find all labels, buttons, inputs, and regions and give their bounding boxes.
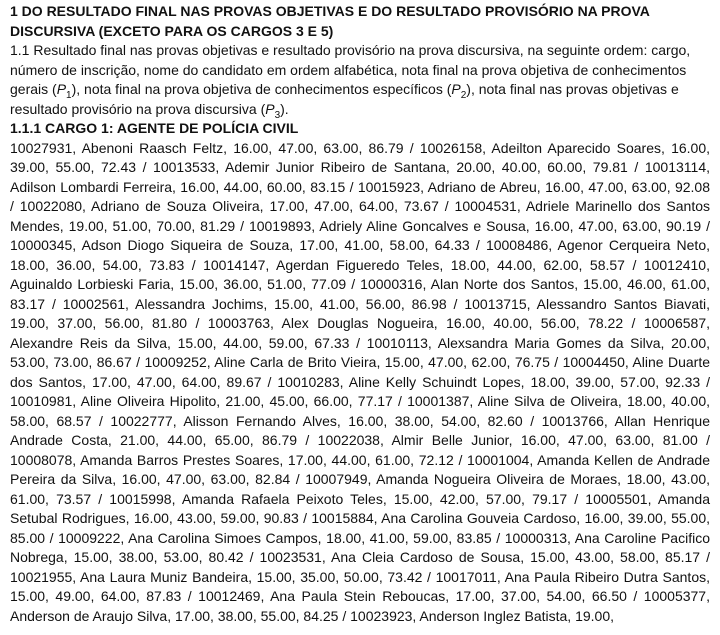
subsection-title: 1.1.1 CARGO 1: AGENTE DE POLÍCIA CIVIL <box>10 120 299 136</box>
p2-subscript: 2 <box>460 89 467 101</box>
intro-text-3: ), nota final nas provas objetivas e resultado provisório na prova discursiva ( <box>10 81 679 117</box>
section-title: 1 DO RESULTADO FINAL NAS PROVAS OBJETIVAS E DO RESULTADO PROVISÓRIO NA PROVA DISCURSIVA (EXCETO PARA OS CARGOS 3 E 5) <box>10 3 650 39</box>
intro-text-1: 1.1 Resultado final nas provas objetivas e resultado provisório na prova discursiva, na seguinte ordem: cargo, número de inscrição, nome do candidato em ordem alfabética, nota final na prova objetiva de conhecimentos gerais ( <box>10 42 691 97</box>
intro-paragraph <box>10 41 710 119</box>
p1-subscript: 1 <box>66 89 72 101</box>
p3-subscript: 3 <box>274 109 281 121</box>
intro-text-4: ). <box>280 100 289 117</box>
p1-symbol: P <box>56 81 67 97</box>
results-list: 10027931, Abenoni Raasch Feltz, 16.00, 47.00, 63.00, 86.79 / 10026158, Adeilton Aparecido Soares, 16.00, 39.00, 55.00, 72.43 / 10013533, Ademir Junior Ribeiro de Santana, 20.00, 40.00, 60.00, 79.81 / 10013114, Adilson Lombardi Ferreira, 16.00, 44.00, 60.00, 83.15 / 10015923, Adriano de Abreu, 16.00, 47.00, 63.00, 92.08 / 10022080, Adriano de Souza Oliveira, 17.00, 47.00, 64.00, 73.67 / 10004531, Adriele Marinello dos Santos Mendes, 19.00, 51.00, 70.00, 81.29 / 10019893, Adriely Aline Goncalves e Sousa, 16.00, 47.00, 63.00, 90.19 / 10000345, Adson Diogo Siqueira de Souza, 17.00, 41.00, 58.00, 64.33 / 10008486, Agenor Cerqueira Neto, 18.00, 36.00, 54.00, 73.83 / 10014147, Agerdan Figueredo Teles, 18.00, 44.00, 62.00, 58.57 / 10012410, Aguinaldo Lorbieski Faria, 15.00, 36.00, 51.00, 77.09 / 10000316, Alan Norte dos Santos, 15.00, 46.00, 61.00, 83.17 / 10002561, Alessandra Jochims, 15.00, 41.00, 56.00, 86.98 / 10013715, Alessandro Santos Biavati, 19.00, 37.00, 56.00, 81.80 / 10003763, Alex Douglas Nogueira, 16.00, 40.00, 56.00, 78.22 / 10006587, Alexandre Reis da Silva, 15.00, 44.00, 59.00, 67.33 / 10010113, Alexsandra Maria Gomes da Silva, 20.00, 53.00, 73.00, 86.67 / 10009252, Aline Carla de Brito Vieira, 15.00, 47.00, 62.00, 76.75 / 10004450, Aline Duarte dos Santos, 17.00, 47.00, 64.00, 89.67 / 10010283, Aline Kelly Schuindt Lopes, 18.00, 39.00, 57.00, 92.33 / 10010981, Aline Oliveira Hipolito, 21.00, 45.00, 66.00, 77.17 / 10001387, Aline Silva de Oliveira, 18.00, 40.00, 58.00, 68.57 / 10022777, Alisson Fernando Alves, 16.00, 38.00, 54.00, 82.60 / 10013766, Allan Henrique Andrade Costa, 21.00, 44.00, 65.00, 86.79 / 10022038, Almir Belle Junior, 16.00, 47.00, 63.00, 81.00 / 10008078, Amanda Barros Prestes Soares, 17.00, 44.00, 61.00, 72.12 / 10001004, Amanda Kellen de Andrade Pereira da Silva, 16.00, 47.00, 63.00, 82.84 / 10007949, Amanda Nogueira Oliveira de Moraes, 18.00, 43.00, 61.00, 73.57 / 10015998, Amanda Rafaela Peixoto Teles, 15.00, 42.00, 57.00, 79.17 / 10005501, Amanda Setubal Rodrigues, 16.00, 43.00, 59.00, 90.83 / 10015884, Ana Carolina Gouveia Cardoso, 16.00, 39.00, 55.00, 85.00 / 10009222, Ana Carolina Simoes Campos, 18.00, 41.00, 59.00, 83.85 / 10000313, Ana Caroline Pacifico Nobrega, 15.00, 38.00, 53.00, 80.42 / 10023531, Ana Cleia Cardoso de Sousa, 15.00, 43.00, 58.00, 85.17 / 10021955, Ana Laura Muniz Bandeira, 15.00, 35.00, 50.00, 73.42 / 10017011, Ana Paula Ribeiro Dutra Santos, 15.00, 49.00, 64.00, 87.83 / 10012469, Ana Paula Stein Reboucas, 17.00, 37.00, 54.00, 66.50 / 10005377, Anderson de Araujo Silva, 17.00, 38.00, 55.00, 84.25 / 10023923, Anderson Inglez Batista, 19.00, <box>10 139 710 624</box>
intro-text-2: ), nota final na prova objetiva de conhecimentos específicos ( <box>71 81 452 97</box>
p2-symbol: P <box>451 81 461 97</box>
p3-symbol: P <box>265 100 275 117</box>
